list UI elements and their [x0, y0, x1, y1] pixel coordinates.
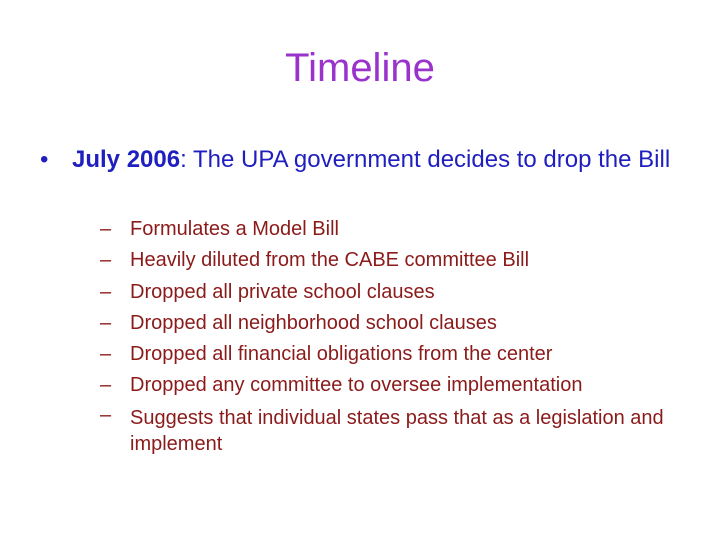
dash-marker: – [100, 280, 112, 303]
sub-bullet-list [100, 214, 700, 457]
sub-bullet [100, 277, 700, 308]
main-bullet-date: July 2006 [72, 146, 181, 173]
sub-bullet-text: Dropped all neighborhood school clauses [130, 311, 497, 334]
sub-bullet-text: Heavily diluted from the CABE committee Bill [130, 249, 530, 272]
dash-marker: – [100, 311, 112, 334]
sub-bullet [100, 214, 700, 245]
sub-bullet-text: Dropped all private school clauses [130, 280, 435, 303]
sub-bullet-text: Dropped all financial obligations from the center [130, 343, 553, 366]
bullet-marker: • [40, 146, 49, 173]
sub-bullet-text: Suggests that individual states pass that as a legislation and implement [130, 406, 664, 455]
sub-bullet [100, 339, 700, 370]
main-bullet [40, 146, 680, 173]
sub-bullet [100, 402, 700, 457]
dash-marker: – [100, 374, 112, 397]
main-bullet-body: The UPA government decides to drop the Bill [186, 146, 671, 173]
main-bullet-separator: : [180, 146, 187, 173]
dash-marker: – [100, 343, 112, 366]
sub-bullet-text: Dropped any committee to oversee implementation [130, 374, 583, 397]
slide-title: Timeline [285, 46, 435, 90]
sub-bullet [100, 370, 700, 401]
main-bullet-text [72, 146, 680, 173]
sub-bullet-text: Formulates a Model Bill [130, 218, 339, 240]
dash-marker: – [100, 403, 112, 426]
sub-bullet [100, 308, 700, 339]
dash-marker: – [100, 218, 112, 240]
dash-marker: – [100, 249, 112, 272]
sub-bullet [100, 245, 700, 276]
